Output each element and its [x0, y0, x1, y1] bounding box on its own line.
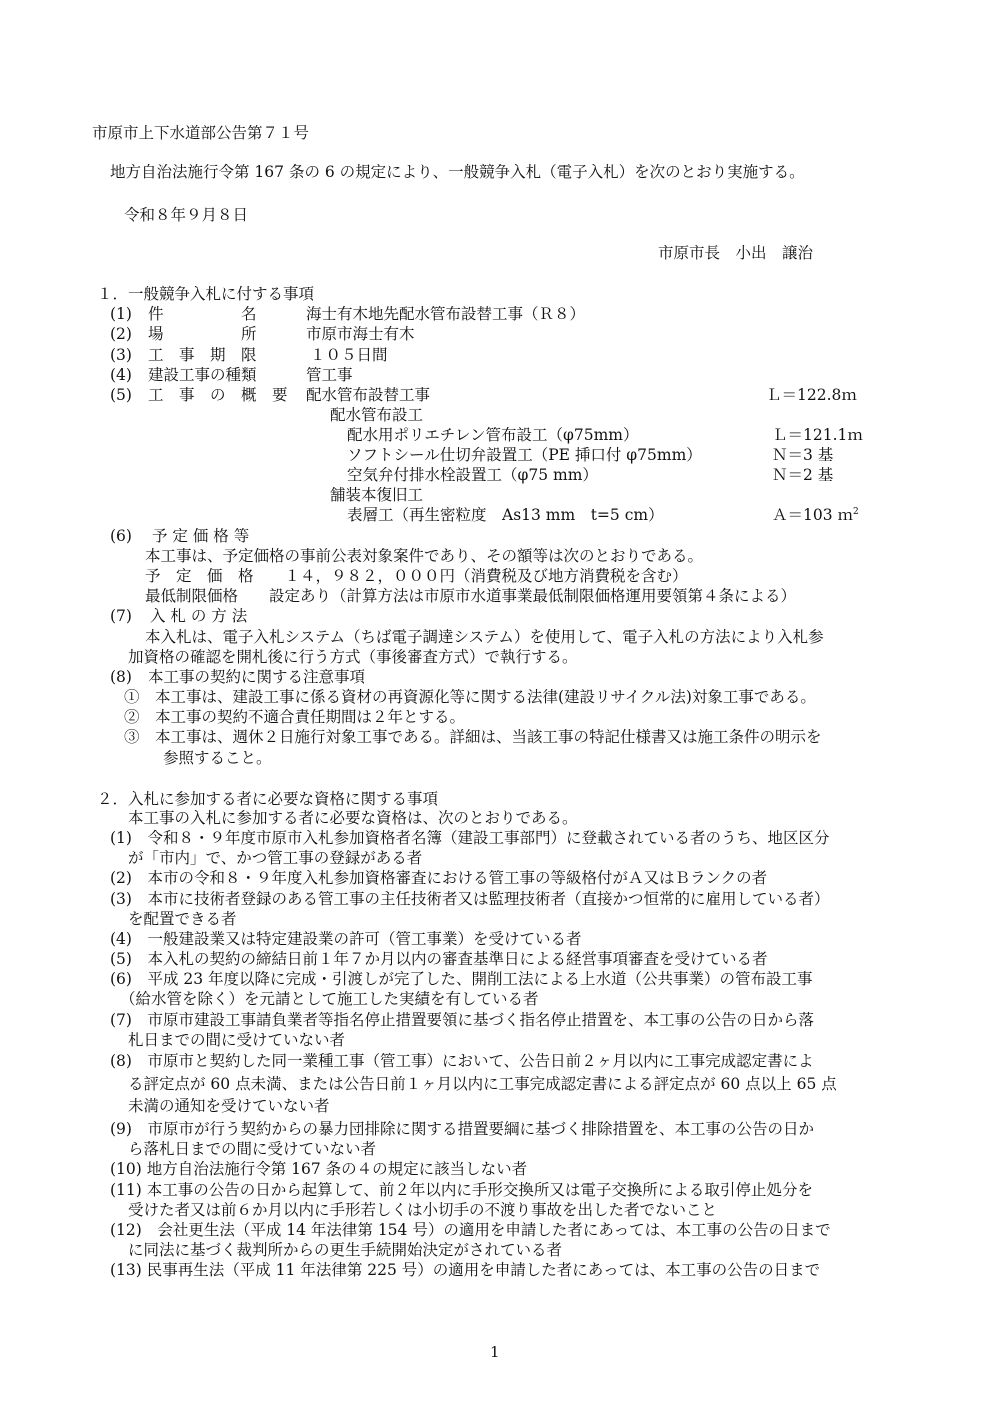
qualification-item: (7) 市原市建設工事請負業者等指名停止措置要領に基づく指名停止措置を、本工事の公告の日から落 [110, 1011, 814, 1029]
overview-row-qty: Ｎ＝2 基 [772, 466, 834, 484]
qualification-item: （給水管を除く）を元請として施工した実績を有している者 [120, 990, 539, 1008]
work-type: 管工事 [306, 366, 353, 384]
note-item: ③ 本工事は、週休２日施行対象工事である。詳細は、当該工事の特記仕様書又は施工条件の明示を [124, 728, 822, 746]
item-label: 場 所 [148, 325, 257, 343]
qualification-item: (13) 民事再生法（平成 11 年法律第 225 号）の適用を申請した者にあっては、本工事の公告の日まで [110, 1261, 821, 1279]
note-item: ① 本工事は、建設工事に係る資材の再資源化等に関する法律(建設リサイクル法)対象工事である。 [124, 688, 816, 706]
item-label: 予 定 価 格 等 [152, 527, 250, 545]
qualification-item: (2) 本市の令和８・９年度入札参加資格審査における管工事の等級格付がＡ又はＢランクの者 [110, 869, 768, 887]
notice-date: 令和８年９月８日 [124, 206, 249, 224]
item-label: 建設工事の種類 [148, 366, 257, 384]
section2-lead: 本工事の入札に参加する者に必要な資格は、次のとおりである。 [128, 809, 578, 827]
minimum-price: 最低制限価格 設定あり（計算方法は市原市水道事業最低制限価格運用要領第４条による） [145, 587, 797, 605]
qualification-item: 未満の通知を受けていない者 [128, 1097, 330, 1115]
overview-row-qty: Ｎ＝3 基 [772, 446, 834, 464]
overview-row: ソフトシール仕切弁設置工（PE 挿口付 φ75mm） [347, 446, 702, 464]
item-label: 工 事 期 限 [148, 346, 257, 364]
overview-row-qty: Ｌ＝121.1ｍ [772, 426, 863, 444]
overview-main: 配水管布設替工事 [306, 386, 431, 404]
qualification-item: に同法に基づく裁判所からの更生手続開始決定がされている者 [128, 1241, 563, 1259]
item-number: (2) [110, 325, 132, 343]
qualification-item: (8) 市原市と契約した同一業種工事（管工事）において、公告日前２ヶ月以内に工事完成認定書によ [110, 1052, 814, 1070]
method-text: 加資格の確認を開札後に行う方式（事後審査方式）で執行する。 [128, 648, 578, 666]
qualification-item: る評定点が 60 点未満、または公告日前１ヶ月以内に工事完成認定書による評定点が 60 点以上 65 点 [128, 1075, 837, 1093]
qualification-item: (11) 本工事の公告の日から起算して、前２年以内に手形交換所又は電子交換所による取引停止処分を [110, 1181, 813, 1199]
item-number: (7) [110, 607, 132, 625]
section2-title: ２．入札に参加する者に必要な資格に関する事項 [97, 790, 439, 808]
note-item: 参照すること。 [163, 749, 272, 767]
qualification-item: (10) 地方自治法施行令第 167 条の４の規定に該当しない者 [110, 1160, 528, 1178]
qualification-item: 札日までの間に受けていない者 [128, 1031, 346, 1049]
overview-row: 表層工（再生密粒度 As13 mm t=5 cm） [347, 506, 664, 524]
qualification-item: を配置できる者 [128, 910, 237, 928]
qualification-item: (6) 平成 23 年度以降に完成・引渡しが完了した、開削工法による上水道（公共事業）の管布設工事 [110, 970, 813, 988]
overview-group: 舗装本復旧工 [330, 486, 424, 504]
item-number: (4) [110, 366, 132, 384]
qualification-item: 受けた者又は前６か月以内に手形若しくは小切手の不渡り事故を出した者でないこと [128, 1201, 718, 1219]
qualification-item: (1) 令和８・９年度市原市入札参加資格者名簿（建設工事部門）に登載されている者のうち、地区区分 [110, 829, 830, 847]
qualification-item: ら落札日までの間に受けていない者 [128, 1140, 377, 1158]
item-number: (5) [110, 386, 132, 404]
item-label: 件 名 [148, 305, 257, 323]
qualification-item: (9) 市原市が行う契約からの暴力団排除に関する措置要綱に基づく排除措置を、本工事の公告の日か [110, 1120, 814, 1138]
intro-text: 地方自治法施行令第 167 条の 6 の規定により、一般競争入札（電子入札）を次のとおり実施する。 [110, 163, 805, 181]
overview-group: 配水管布設工 [330, 406, 424, 424]
qualification-item: (3) 本市に技術者登録のある管工事の主任技術者又は監理技術者（直接かつ恒常的に雇用している者） [110, 890, 830, 908]
overview-row: 配水用ポリエチレン管布設工（φ75mm） [347, 426, 639, 444]
overview-row-qty: Ａ＝103 ｍ$^2$ [772, 506, 859, 524]
qualification-item: (4) 一般建設業又は特定建設業の許可（管工事業）を受けている者 [110, 930, 582, 948]
item-label: 入 札 の 方 法 [150, 607, 248, 625]
project-period: １０５日間 [310, 346, 388, 364]
item-label: 本工事の契約に関する注意事項 [148, 668, 366, 686]
price-text: 本工事は、予定価格の事前公表対象案件であり、その額等は次のとおりである。 [145, 547, 704, 565]
qualification-item: が「市内」で、かつ管工事の登録がある者 [128, 849, 423, 867]
project-place: 市原市海士有木 [306, 325, 415, 343]
unit-superscript: 2 [853, 506, 859, 517]
qualification-item: (5) 本入札の契約の締結日前１年７か月以内の審査基準日による経営事項審査を受けている者 [110, 950, 768, 968]
item-label: 工 事 の 概 要 [148, 386, 288, 404]
overview-row: 空気弁付排水栓設置工（φ75 mm） [347, 466, 598, 484]
method-text: 本入札は、電子入札システム（ちば電子調達システム）を使用して、電子入札の方法により入札参 [145, 628, 824, 646]
notice-number: 市原市上下水道部公告第７１号 [92, 124, 310, 142]
item-number: (3) [110, 346, 132, 364]
page-number: 1 [490, 1343, 500, 1361]
item-number: (1) [110, 305, 132, 323]
item-number: (8) [110, 668, 132, 686]
signatory: 市原市長 小出 譲治 [658, 244, 814, 262]
qualification-item: (12) 会社更生法（平成 14 年法律第 154 号）の適用を申請した者にあっては、本工事の公告の日まで [110, 1221, 831, 1239]
overview-main-qty: Ｌ＝122.8ｍ [766, 386, 857, 404]
project-name: 海士有木地先配水管布設替工事（Ｒ８） [306, 305, 586, 323]
planned-price: 予 定 価 格 １４，９８２，０００円（消費税及び地方消費税を含む） [145, 567, 688, 585]
item-number: (6) [110, 527, 132, 545]
note-item: ② 本工事の契約不適合責任期間は２年とする。 [124, 708, 466, 726]
section1-title: １．一般競争入札に付する事項 [97, 285, 315, 303]
